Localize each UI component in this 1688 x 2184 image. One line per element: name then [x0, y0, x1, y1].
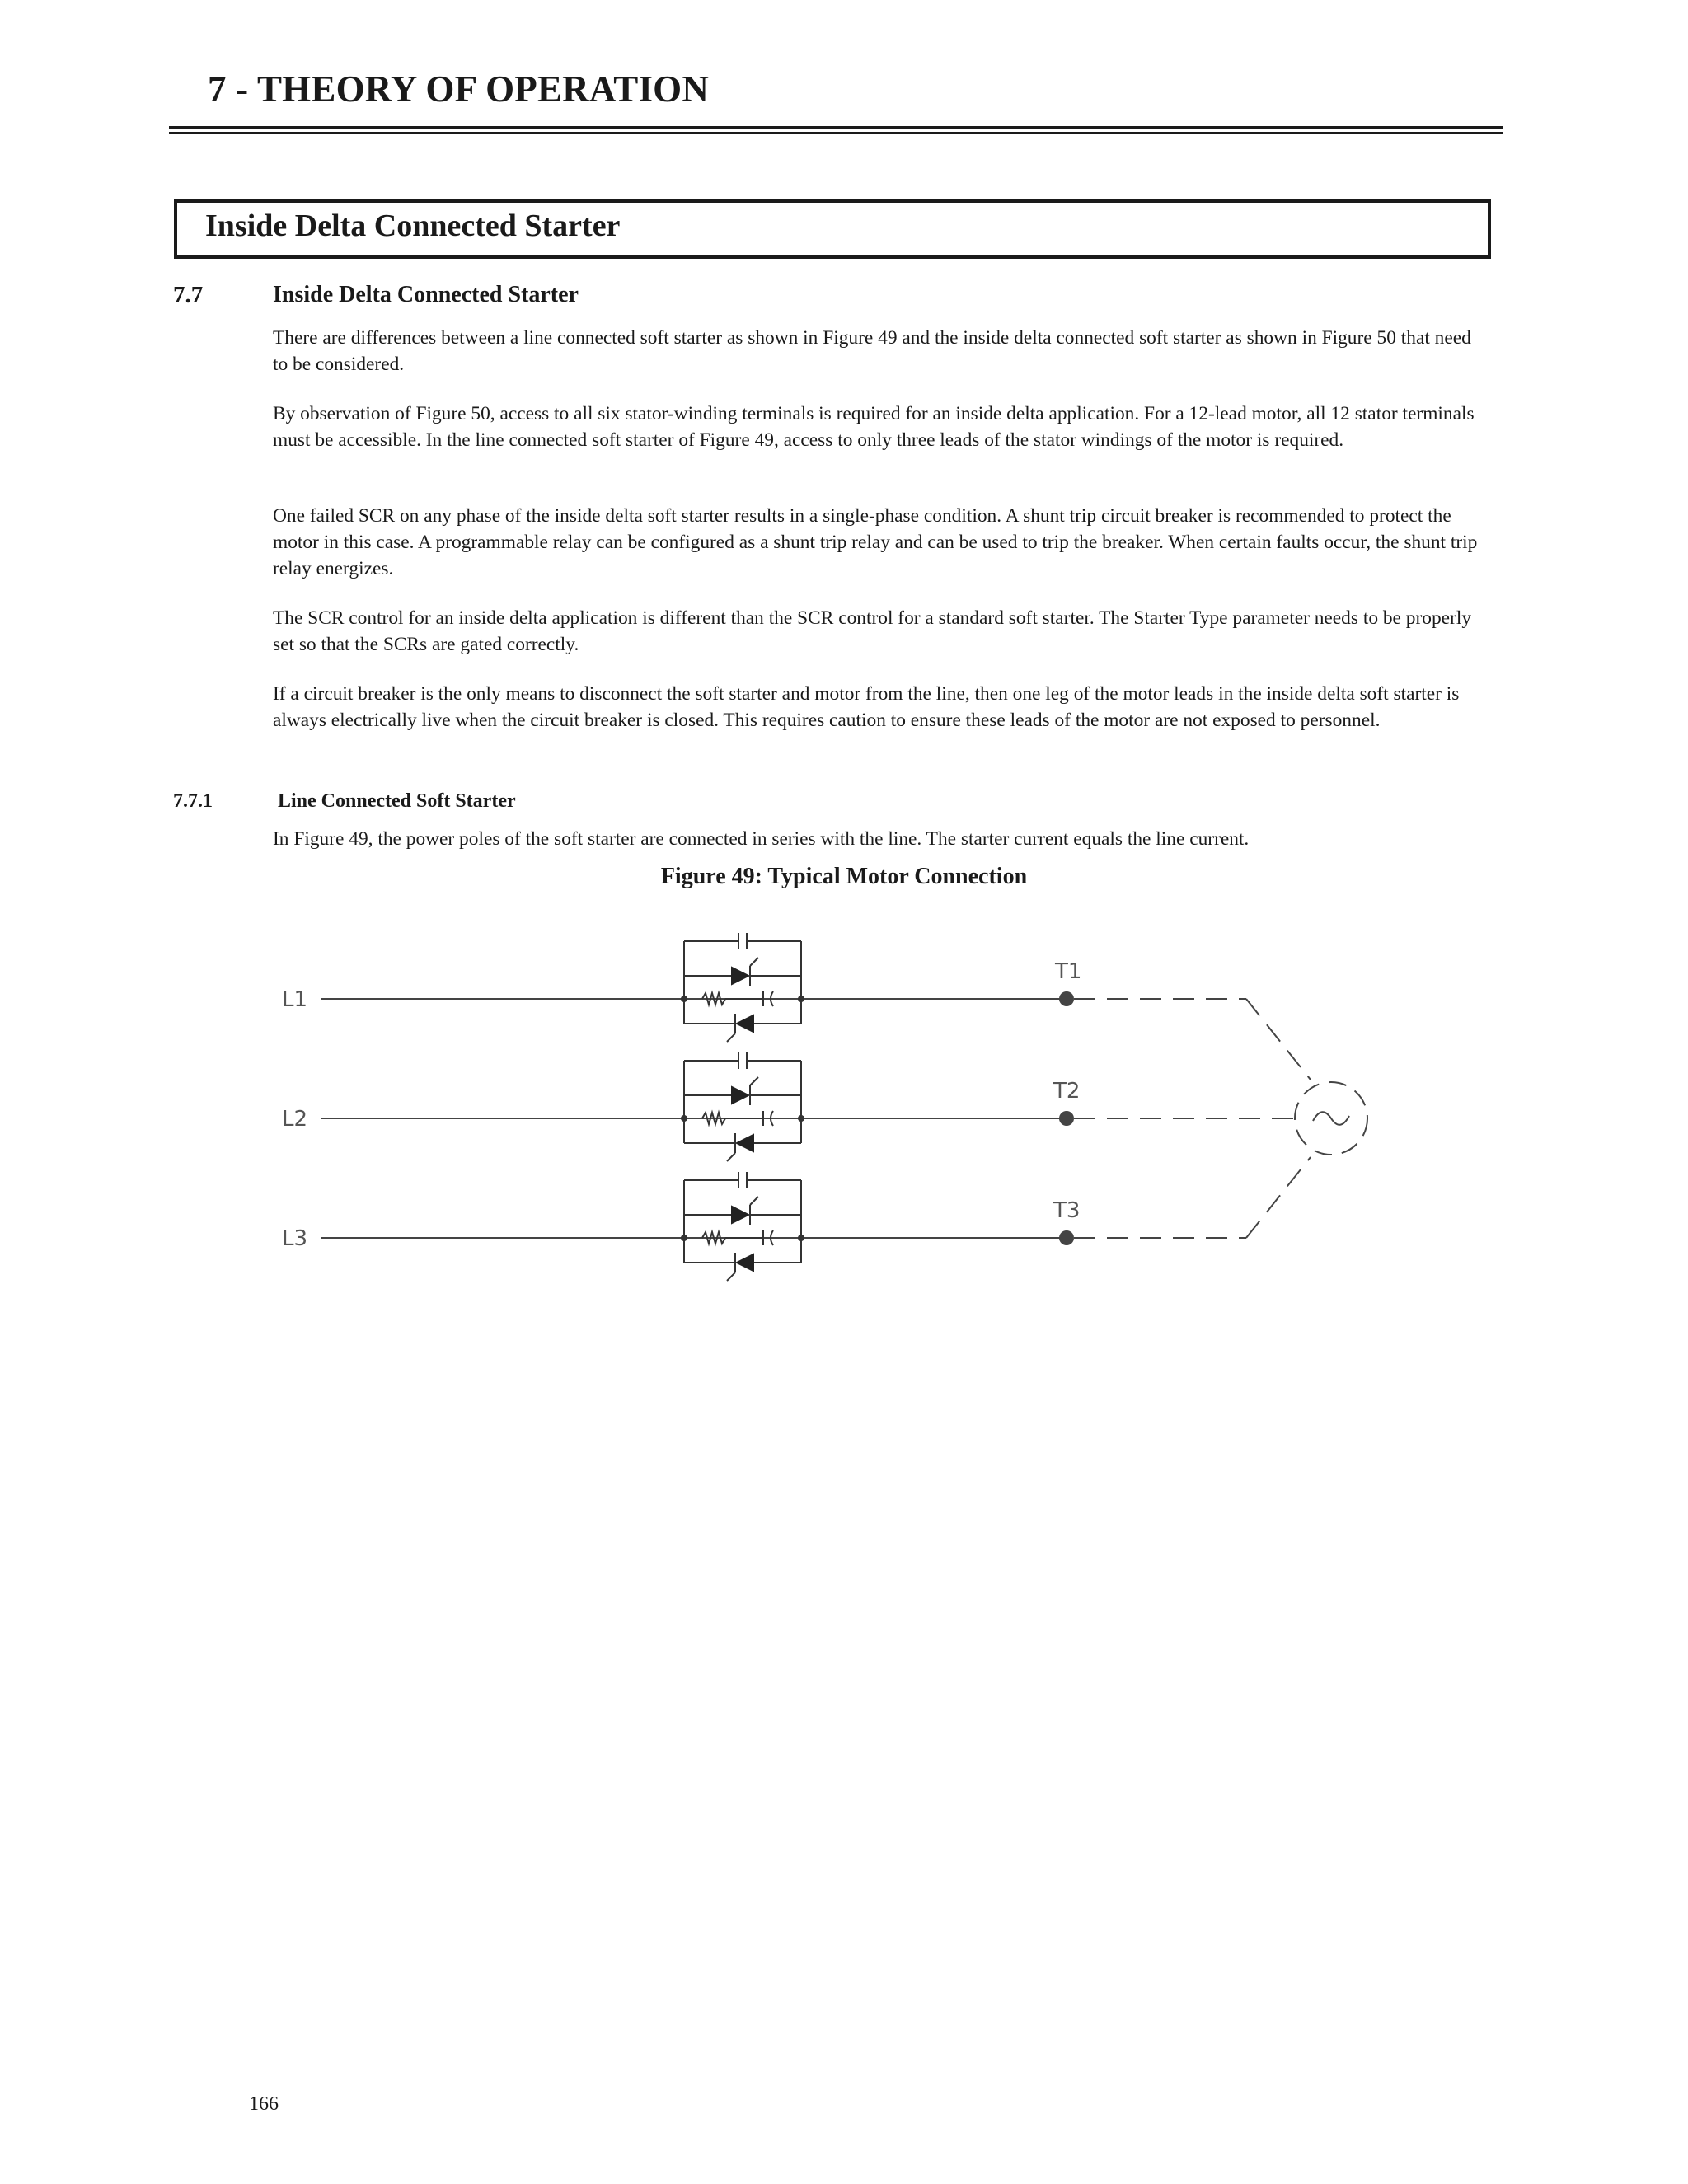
- page-number: 166: [249, 2093, 279, 2115]
- terminal-t2-dot: [1059, 1111, 1074, 1126]
- phase-l1: [321, 933, 1311, 1080]
- paragraph-5: If a circuit breaker is the only means to disconnect the soft starter and motor from the line, then one leg of the motor leads in the inside delta soft starter is always electrically live when the circuit breaker is closed. This requires caution to ensure these leads of the motor are not exposed to personnel.: [273, 683, 1460, 731]
- paragraph-4: The SCR control for an inside delta application is different than the SCR control for a standard soft starter. The Starter Type parameter needs to be properly set so that the SCRs are gated correctly.: [273, 607, 1472, 655]
- section-title: Inside Delta Connected Starter: [273, 282, 579, 307]
- figure-caption: Figure 49: Typical Motor Connection: [660, 864, 1028, 889]
- paragraph-1: There are differences between a line connected soft starter as shown in Figure 49 and the inside delta connected soft starter as shown in Figure 50 that need to be considered.: [273, 327, 1471, 375]
- phase-l2: [321, 1052, 1294, 1161]
- section-number: 7.7: [173, 282, 204, 308]
- line-label-l2: L2: [282, 1107, 308, 1132]
- terminal-t3-dot: [1059, 1230, 1074, 1245]
- paragraph-2: By observation of Figure 50, access to all six stator-winding terminals is required for an inside delta application. For a 12-lead motor, all 12 stator terminals must be accessible. In the line connected soft starter of Figure 49, access to only three leads of the stator windings of the motor is required.: [273, 403, 1475, 451]
- subsection-number: 7.7.1: [173, 790, 213, 812]
- terminal-t1-dot: [1059, 991, 1074, 1006]
- motor-icon: [1295, 1082, 1367, 1155]
- line-label-l3: L3: [282, 1226, 308, 1251]
- line-label-l1: L1: [282, 987, 308, 1012]
- section-box-title: Inside Delta Connected Starter: [205, 209, 621, 243]
- paragraph-3: One failed SCR on any phase of the inside delta soft starter results in a single-phase condition. A shunt trip circuit breaker is recommended to protect the motor in this case. A programmable relay can be configured as a shunt trip relay and can be used to trip the breaker. When certain faults occur, the shunt trip relay energizes.: [273, 505, 1478, 579]
- subsection-title: Line Connected Soft Starter: [278, 790, 516, 812]
- chapter-title: 7 - THEORY OF OPERATION: [208, 68, 710, 110]
- terminal-label-t3: T3: [1053, 1198, 1081, 1223]
- terminal-label-t1: T1: [1055, 959, 1082, 984]
- phase-l3: [321, 1157, 1311, 1281]
- subsection-paragraph: In Figure 49, the power poles of the soft starter are connected in series with the line. The starter current equals the line current.: [273, 828, 1250, 850]
- terminal-label-t2: T2: [1053, 1079, 1081, 1104]
